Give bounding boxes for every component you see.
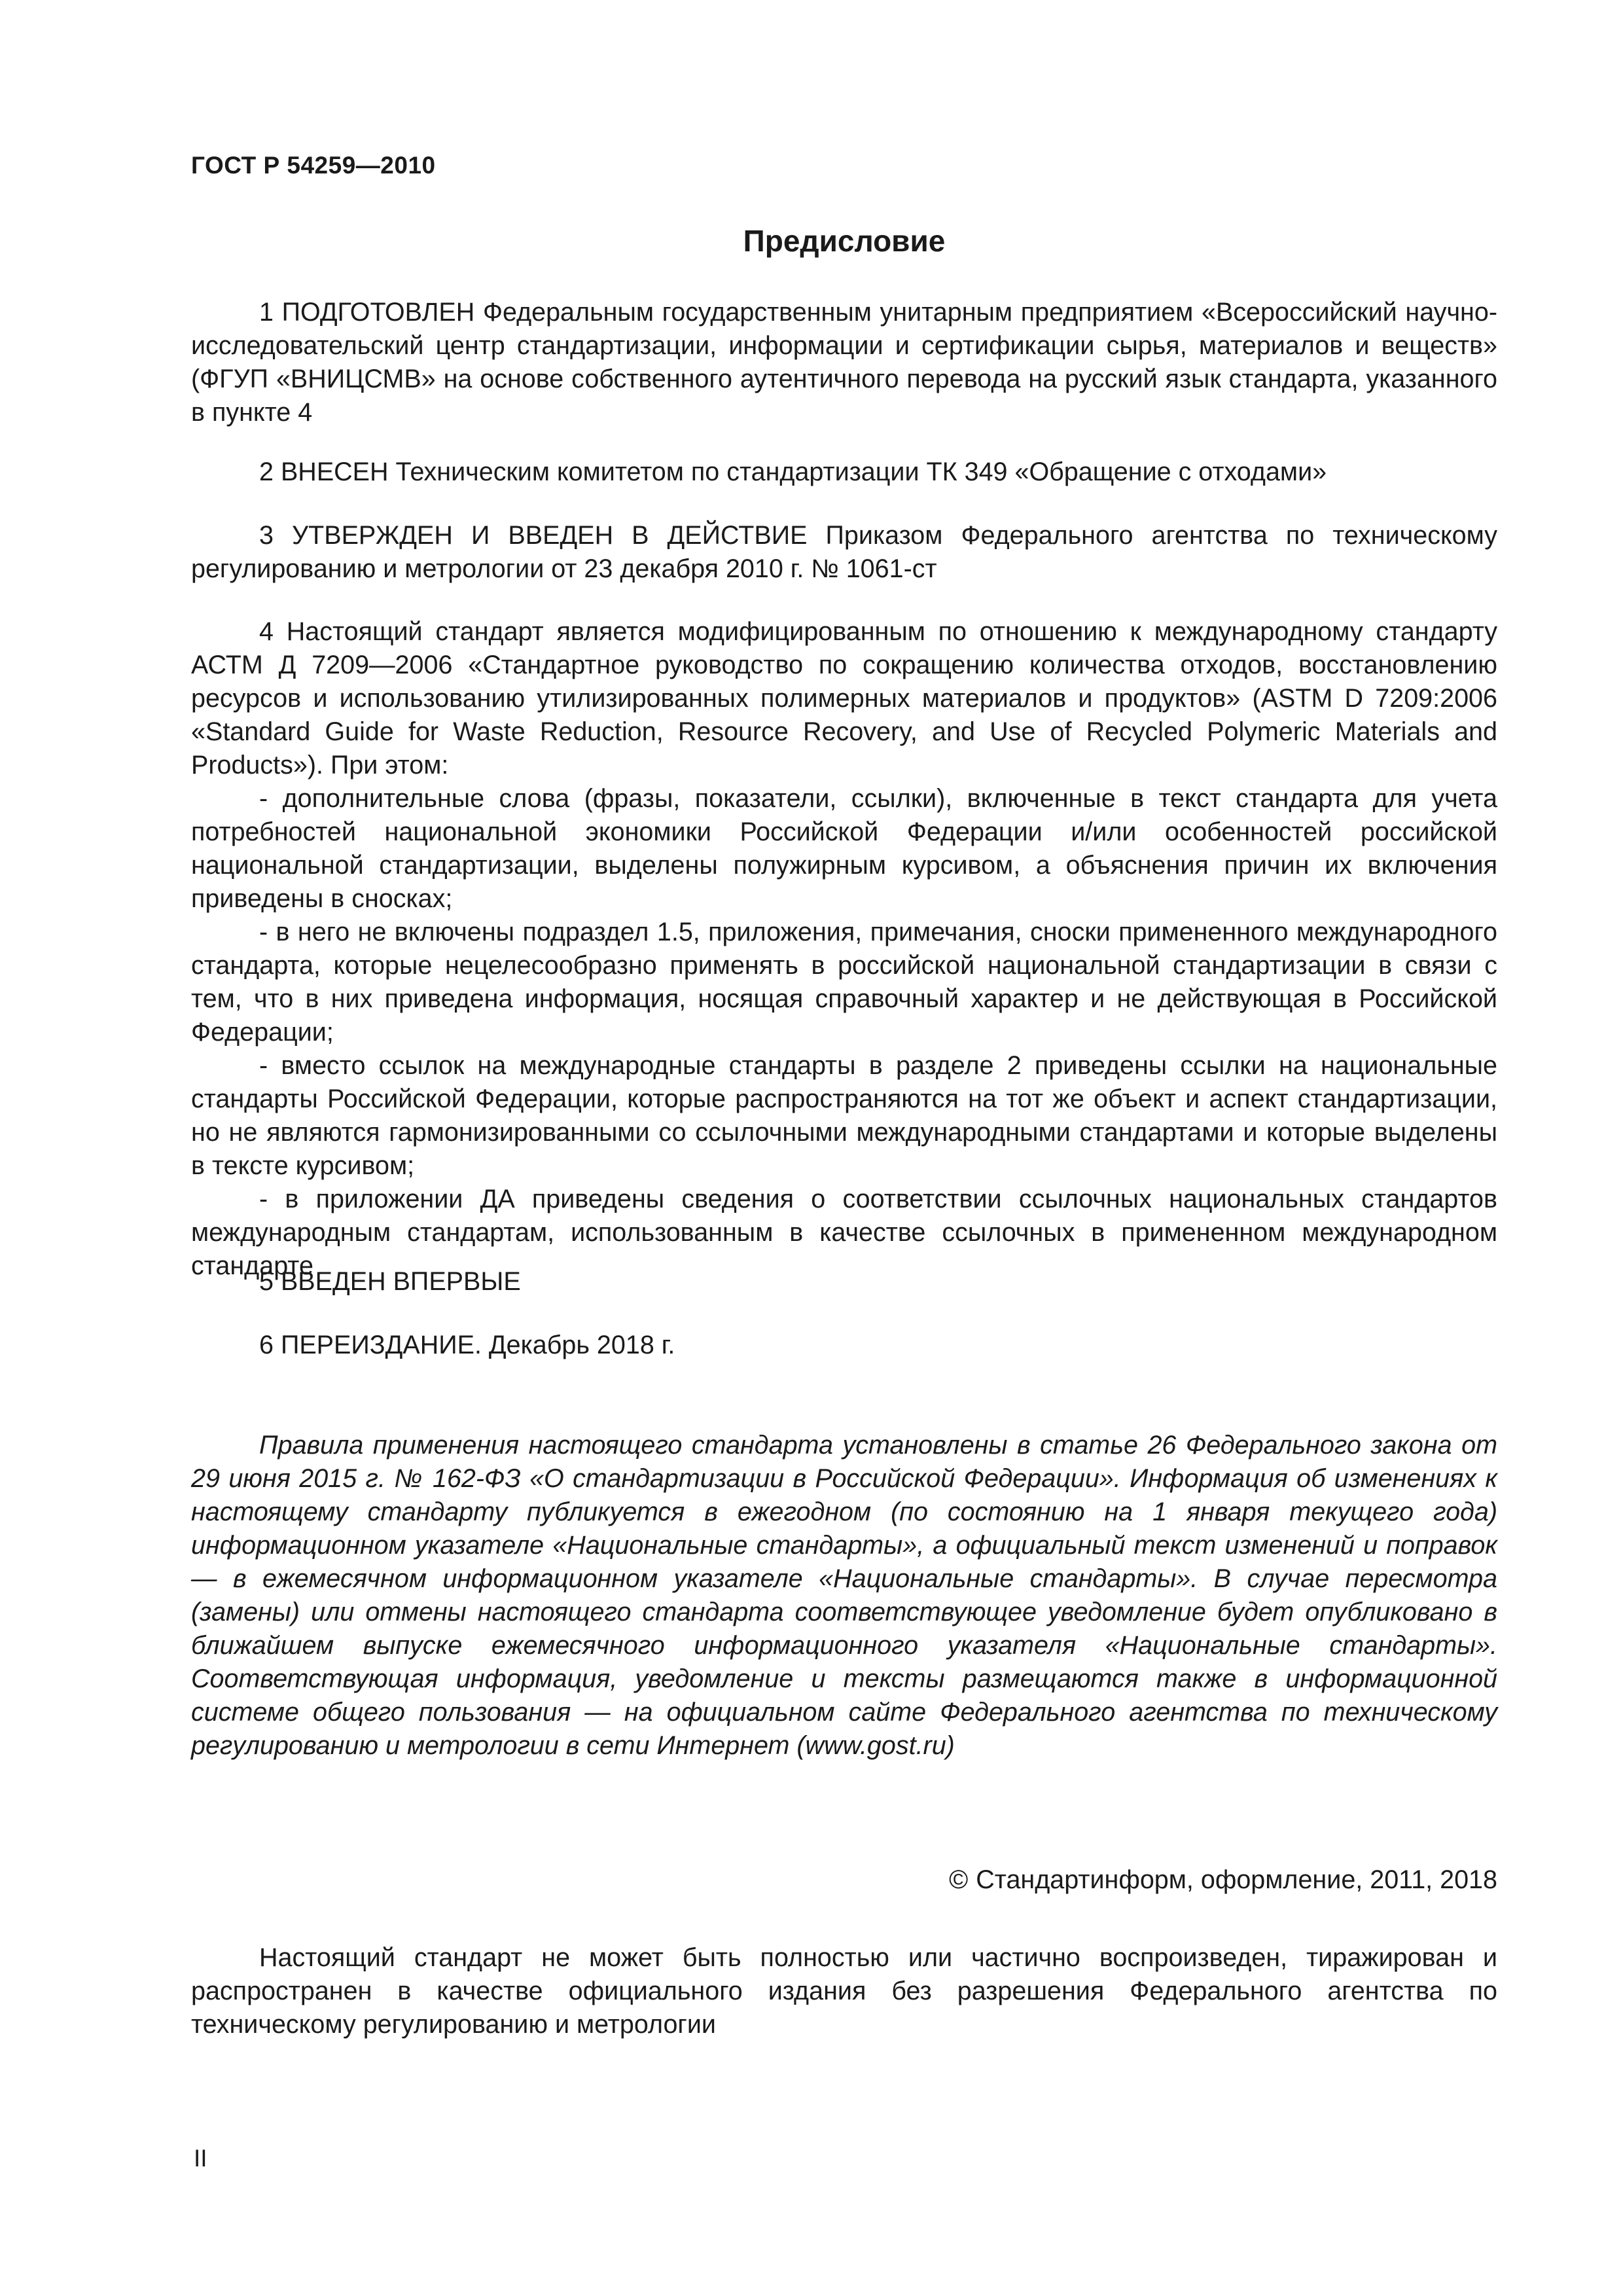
section-4-bullet: - дополнительные слова (фразы, показатели, ссылки), включенные в текст стандарта для учета потребностей национальной экономики Российской Федерации и/или особенностей российской национальной стандартизации, выделены полужирным курсивом, а объяснения причин их включения приведены в сносках; bbox=[191, 784, 1497, 913]
reproduction-notice-text: Настоящий стандарт не может быть полностью или частично воспроизведен, тиражирован и распространен в качестве официального издания без разрешения Федерального агентства по техническому регулированию и метрологии bbox=[191, 1943, 1497, 2039]
rules-notice bbox=[191, 1429, 1497, 1763]
section-5 bbox=[191, 1265, 1497, 1299]
section-4 bbox=[191, 615, 1497, 1283]
copyright-line bbox=[949, 1863, 1497, 1897]
section-2 bbox=[191, 456, 1497, 489]
section-1-text: 1 ПОДГОТОВЛЕН Федеральным государственным унитарным предприятием «Всероссийский научно-исследовательский центр стандартизации, информации и сертификации сырья, материалов и веществ» (ФГУП «ВНИЦСМВ» на основе собственного аутентичного перевода на русский язык стандарта, указанного в пункте 4 bbox=[191, 298, 1497, 427]
rules-notice-text: Правила применения настоящего стандарта установлены в статье 26 Федерального закона от 29 июня 2015 г. № 162-ФЗ «О стандартизации в Российской Федерации». Информация об изменениях к настоящему стандарту публикуется в ежегодном (по состоянию на 1 января текущего года) информационном указателе «Национальные стандарты», а официальный текст изменений и поправок — в ежемесячном информационном указателе «Национальные стандарты». В случае пересмотра (замены) или отмены настоящего стандарта соответствующее уведомление будет опубликовано в ближайшем выпуске ежемесячного информационного указателя «Национальные стандарты». Соответствующая информация, уведомление и тексты размещаются также в информационной системе общего пользования — на официальном сайте Федерального агентства по техническому регулированию и метрологии в сети Интернет (www.gost.ru) bbox=[191, 1431, 1497, 1760]
section-3 bbox=[191, 519, 1497, 586]
page-title: Предисловие bbox=[743, 224, 946, 258]
section-1 bbox=[191, 296, 1497, 429]
section-6-text: 6 ПЕРЕИЗДАНИЕ. Декабрь 2018 г. bbox=[259, 1331, 675, 1359]
reproduction-notice bbox=[191, 1941, 1497, 2041]
section-4-bullet: - в него не включены подраздел 1.5, приложения, примечания, сноски примененного международного стандарта, которые нецелесообразно применять в российской национальной стандартизации в связи с тем, что в них приведена информация, носящая справочный характер и не действующая в Российской Федерации; bbox=[191, 918, 1497, 1047]
section-6 bbox=[191, 1329, 1497, 1362]
copyright-text: Стандартинформ, оформление, 2011, 2018 bbox=[976, 1865, 1497, 1894]
section-2-text: 2 ВНЕСЕН Техническим комитетом по стандартизации ТК 349 «Обращение с отходами» bbox=[259, 457, 1327, 486]
copyright-symbol: © bbox=[949, 1865, 969, 1894]
section-4-bullet: - в приложении ДА приведены сведения о соответствии ссылочных национальных стандартов международным стандартам, использованным в качестве ссылочных в примененном международном стандарте bbox=[191, 1185, 1497, 1280]
page-number: II bbox=[194, 2145, 207, 2172]
section-4-bullet: - вместо ссылок на международные стандарты в разделе 2 приведены ссылки на национальные стандарты Российской Федерации, которые распространяются на тот же объект и аспект стандартизации, но не являются гармонизированными со ссылочными международными стандартами и которые выделены в тексте курсивом; bbox=[191, 1051, 1497, 1180]
section-5-text: 5 ВВЕДЕН ВПЕРВЫЕ bbox=[259, 1267, 521, 1296]
section-4-intro: 4 Настоящий стандарт является модифицированным по отношению к международному стандарту АСТМ Д 7209—2006 «Стандартное руководство по сокращению количества отходов, восстановлению ресурсов и использованию утилизированных полимерных материалов и продуктов» (ASTM D 7209:2006 «Standard Guide for Waste Reduction, Resource Recovery, and Use of Recycled Polymeric Materials and Products»). При этом: bbox=[191, 617, 1497, 780]
document-code: ГОСТ Р 54259—2010 bbox=[191, 152, 436, 179]
section-3-text: 3 УТВЕРЖДЕН И ВВЕДЕН В ДЕЙСТВИЕ Приказом Федерального агентства по техническому регулированию и метрологии от 23 декабря 2010 г. № 1061-ст bbox=[191, 521, 1497, 583]
